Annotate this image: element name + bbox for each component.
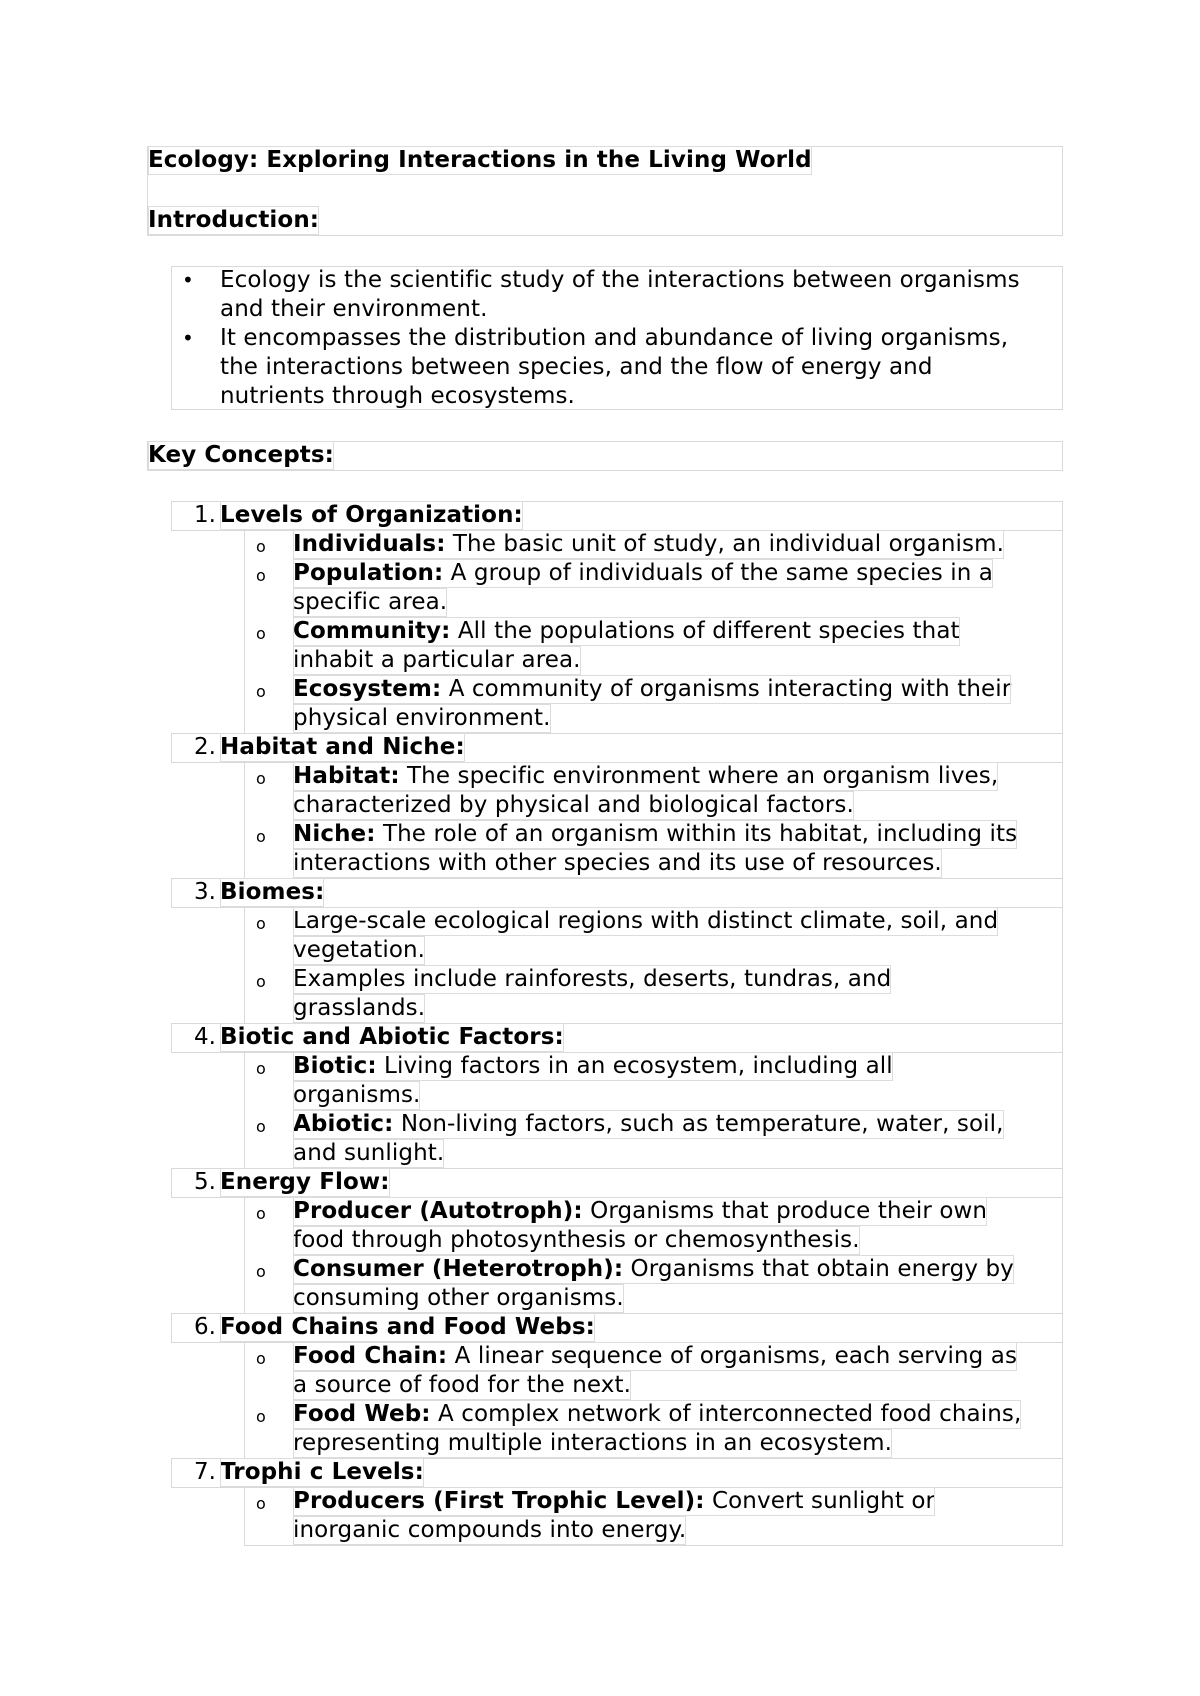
concept-item-line <box>293 936 425 965</box>
concept-heading: Food Chains and Food Webs: <box>220 1314 595 1340</box>
concept-item-line <box>293 1400 1021 1429</box>
concept-item-term: Individuals: <box>293 531 446 557</box>
concept-item-line <box>293 559 993 588</box>
concept-heading: Biomes: <box>220 879 325 905</box>
sub-bullet-icon: o <box>256 1407 266 1426</box>
intro-bullet-text: nutrients through ecosystems. <box>220 383 575 409</box>
concept-item-line <box>293 1081 420 1110</box>
sub-bullet-icon: o <box>256 914 266 933</box>
sub-bullet-icon: o <box>256 1262 266 1281</box>
sub-bullet-icon: o <box>256 682 266 701</box>
intro-bullet-text: Ecology is the scientific study of the interactions between organisms <box>220 267 1020 293</box>
concept-item-term: Habitat: <box>293 763 400 789</box>
bullet-icon: • <box>182 268 194 292</box>
concept-item-line <box>293 791 854 820</box>
concept-item-text: Examples include rainforests, deserts, tundras, and <box>293 966 892 992</box>
concept-item-line <box>293 646 581 675</box>
concept-item-term: Ecosystem: <box>293 676 442 702</box>
concept-item-text: interactions with other species and its use of resources. <box>293 850 942 876</box>
concept-item-text: A linear sequence of organisms, each serving as <box>447 1343 1018 1369</box>
concept-item-term: Producer (Autotroph): <box>293 1198 583 1224</box>
concept-number: 4. <box>194 1024 216 1050</box>
sub-bullet-icon: o <box>256 566 266 585</box>
concept-item-line <box>293 1110 1004 1139</box>
bullet-icon: • <box>182 326 194 350</box>
sub-bullet-icon: o <box>256 1204 266 1223</box>
concept-item-line <box>293 907 998 936</box>
concept-item-line <box>293 1197 987 1226</box>
concept-item-line <box>293 1052 893 1081</box>
concept-item-text: grasslands. <box>293 995 426 1021</box>
concept-item-line <box>293 1487 935 1516</box>
intro-bullet-text: It encompasses the distribution and abundance of living organisms, <box>220 325 1009 351</box>
concept-number: 3. <box>194 879 216 905</box>
concept-number: 5. <box>194 1169 216 1195</box>
concept-item-text: physical environment. <box>293 705 551 731</box>
concept-item-text: specific area. <box>293 589 448 615</box>
concept-item-text: consuming other organisms. <box>293 1285 624 1311</box>
concept-heading: Energy Flow: <box>220 1169 390 1195</box>
concept-item-line <box>293 1284 624 1313</box>
concept-item-line <box>293 530 1004 559</box>
concept-item-term: Consumer (Heterotroph): <box>293 1256 624 1282</box>
concept-item-line <box>293 675 1011 704</box>
concept-item-text: Large-scale ecological regions with distinct climate, soil, and <box>293 908 999 934</box>
concept-item-text: The role of an organism within its habitat, including its <box>375 821 1018 847</box>
concept-item-line <box>293 1139 444 1168</box>
document-title: Ecology: Exploring Interactions in the Living World <box>148 147 812 173</box>
concept-item-text: representing multiple interactions in an ecosystem. <box>293 1430 893 1456</box>
concept-item-text: A group of individuals of the same species in a <box>443 560 993 586</box>
concept-heading: Biotic and Abiotic Factors: <box>220 1024 564 1050</box>
concept-item-line <box>293 704 551 733</box>
concept-item-text: All the populations of different species that <box>450 618 960 644</box>
sub-bullet-icon: o <box>256 972 266 991</box>
concept-item-term: Population: <box>293 560 444 586</box>
concept-item-line <box>293 1342 1017 1371</box>
concept-item-text: The specific environment where an organism lives, <box>399 763 999 789</box>
sub-bullet-icon: o <box>256 1117 266 1136</box>
concept-item-term: Community: <box>293 618 451 644</box>
concept-heading: Levels of Organization: <box>220 502 523 528</box>
concept-item-term: Abiotic: <box>293 1111 394 1137</box>
concept-item-line <box>293 849 942 878</box>
concept-item-line <box>293 1429 892 1458</box>
concept-item-term: Biotic: <box>293 1053 377 1079</box>
sub-bullet-icon: o <box>256 624 266 643</box>
intro-heading: Introduction: <box>148 207 320 233</box>
concept-item-term: Food Web: <box>293 1401 431 1427</box>
sub-bullet-icon: o <box>256 1349 266 1368</box>
concept-heading: Trophi c Levels: <box>220 1459 424 1485</box>
sub-bullet-icon: o <box>256 769 266 788</box>
concept-item-term: Niche: <box>293 821 376 847</box>
concept-item-text: The basic unit of study, an individual organism. <box>445 531 1004 557</box>
sub-bullet-icon: o <box>256 1059 266 1078</box>
concept-item-text: characterized by physical and biological factors. <box>293 792 854 818</box>
concept-item-text: organisms. <box>293 1082 421 1108</box>
concept-item-line <box>293 1255 1014 1284</box>
sub-bullet-icon: o <box>256 1494 266 1513</box>
concept-item-text: Living factors in an ecosystem, including all <box>376 1053 893 1079</box>
concept-item-text: inhabit a particular area. <box>293 647 581 673</box>
concept-item-text: Organisms that obtain energy by <box>623 1256 1014 1282</box>
concept-item-text: vegetation. <box>293 937 426 963</box>
sub-bullet-icon: o <box>256 537 266 556</box>
concept-heading: Habitat and Niche: <box>220 734 465 760</box>
sub-bullet-icon: o <box>256 827 266 846</box>
concept-item-text: inorganic compounds into energy. <box>293 1517 687 1543</box>
key-concepts-heading: Key Concepts: <box>148 442 334 468</box>
concept-item-text: Organisms that produce their own <box>582 1198 988 1224</box>
concept-item-line <box>293 965 891 994</box>
concept-number: 7. <box>194 1459 216 1485</box>
concept-item-text: A community of organisms interacting with their <box>441 676 1012 702</box>
concept-number: 1. <box>194 502 216 528</box>
concept-number: 6. <box>194 1314 216 1340</box>
concept-item-text: A complex network of interconnected food chains, <box>430 1401 1022 1427</box>
intro-bullet-text: and their environment. <box>220 296 488 322</box>
concept-item-line <box>293 994 425 1023</box>
concept-number: 2. <box>194 734 216 760</box>
concept-item-term: Producers (First Trophic Level): <box>293 1488 705 1514</box>
concept-item-line <box>293 762 998 791</box>
concept-item-line <box>293 1371 631 1400</box>
concept-item-text: food through photosynthesis or chemosynthesis. <box>293 1227 860 1253</box>
concept-item-line <box>293 588 447 617</box>
concept-item-line <box>293 617 960 646</box>
concept-item-line <box>293 820 1017 849</box>
concept-item-text: Convert sunlight or <box>704 1488 936 1514</box>
concept-item-text: a source of food for the next. <box>293 1372 631 1398</box>
concept-item-term: Food Chain: <box>293 1343 448 1369</box>
intro-bullet-text: the interactions between species, and the flow of energy and <box>220 354 933 380</box>
concept-item-text: Non-living factors, such as temperature, water, soil, <box>393 1111 1004 1137</box>
concept-item-line <box>293 1226 860 1255</box>
concept-item-line <box>293 1516 686 1545</box>
concept-item-text: and sunlight. <box>293 1140 445 1166</box>
